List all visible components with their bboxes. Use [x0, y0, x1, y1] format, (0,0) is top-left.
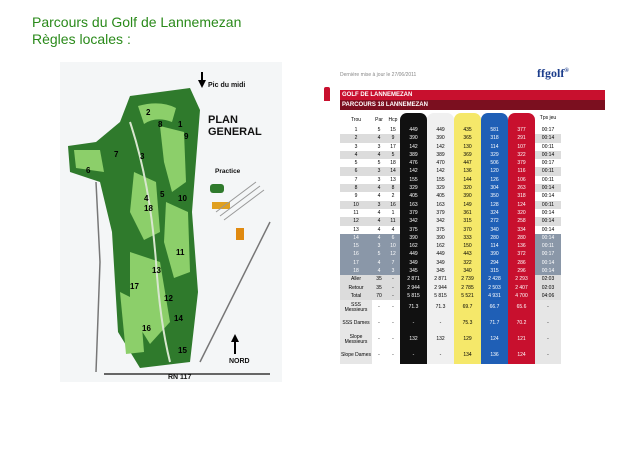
par-cell: 3 [372, 167, 386, 175]
distance-cell: 372 [508, 250, 535, 258]
par-cell: 4 [377, 226, 381, 233]
col-trou: Trou [350, 117, 362, 123]
par-cell: 4 [377, 209, 381, 216]
par-cell: 4 [372, 184, 386, 192]
distance-cell: 2 739 [454, 275, 481, 283]
table-row [340, 250, 605, 258]
col-hcp: Hcp [388, 117, 398, 123]
time-cell: 00:14 [535, 259, 561, 267]
distance-cell: 2 503 [481, 284, 508, 292]
distance-cell: 345 [400, 267, 427, 275]
par-cell: 3 [372, 242, 386, 250]
page-title: Parcours du Golf de Lannemezan [32, 14, 242, 30]
par-cell: 4 [372, 134, 386, 142]
distance-cell: 320 [454, 184, 481, 192]
rating-value: 66.7 [481, 300, 508, 316]
tee-white-header [427, 113, 454, 126]
golfer-icon [324, 87, 330, 101]
distance-cell: 280 [481, 234, 508, 242]
hcp-cell: 11 [386, 217, 400, 225]
table-row [340, 292, 605, 300]
distance-cell: 162 [427, 242, 454, 250]
distance-cell: 258 [508, 217, 535, 225]
pic-du-midi-label: Pic du midi [208, 82, 246, 89]
col-par: Par [375, 117, 383, 123]
rating-value: 121 [508, 332, 535, 348]
rating-value: 136 [481, 348, 508, 364]
distance-cell: 447 [454, 159, 481, 167]
hole-cell: Aller [340, 275, 372, 283]
table-row [340, 126, 605, 134]
hole-marker: 8 [158, 120, 163, 129]
tee-blue-header [481, 113, 508, 126]
hcp-cell: 13 [390, 176, 396, 183]
time-cell: 00:14 [535, 134, 561, 142]
rating-value: 71.3 [400, 300, 427, 316]
time-cell: 00:14 [541, 193, 555, 200]
hcp-cell: 12 [386, 250, 400, 258]
hcp-cell: - [392, 336, 394, 343]
distance-cell: 390 [427, 234, 454, 242]
distance-cell: 106 [508, 176, 535, 184]
distance-cell: 116 [508, 167, 535, 175]
distance-cell: 2 428 [481, 275, 508, 283]
table-row [340, 151, 605, 159]
par-cell: 35 [372, 275, 386, 283]
distance-cell: 2 293 [508, 275, 535, 283]
distance-cell: 370 [454, 226, 481, 234]
logo-text: ffgolf [537, 66, 565, 80]
distance-cell: 286 [508, 259, 535, 267]
par-cell: 35 [372, 284, 386, 292]
distance-cell: 322 [508, 151, 535, 159]
club-name-bar: GOLF DE LANNEMEZAN [340, 90, 605, 100]
distance-cell: 272 [481, 217, 508, 225]
rating-value: 132 [400, 332, 427, 348]
distance-cell: 334 [508, 226, 535, 234]
road-label: RN 117 [168, 374, 192, 381]
distance-cell: 150 [454, 242, 481, 250]
par-cell: 4 [377, 193, 381, 200]
distance-cell: 126 [481, 176, 508, 184]
rating-label: Slope Messieurs [340, 332, 372, 348]
hole-cell: 11 [353, 209, 359, 216]
distance-cell: 375 [400, 226, 427, 234]
time-cell: 04:06 [535, 292, 561, 300]
hcp-cell: 4 [391, 226, 395, 233]
table-row [340, 167, 605, 175]
table-row [340, 217, 605, 225]
table-row [340, 143, 605, 151]
hole-marker: 5 [160, 190, 165, 199]
time-cell: 00:14 [541, 209, 555, 216]
distance-cell: 163 [427, 201, 454, 209]
table-row [340, 234, 605, 242]
distance-cell: 291 [508, 134, 535, 142]
par-cell: - [378, 352, 380, 359]
rating-value: 129 [454, 332, 481, 348]
scorecard [340, 62, 605, 382]
hole-cell: 7 [354, 176, 358, 183]
hcp-cell: 7 [386, 259, 400, 267]
distance-cell: 365 [454, 134, 481, 142]
par-cell: 3 [377, 176, 381, 183]
hole-cell: 17 [340, 259, 372, 267]
table-row [340, 159, 605, 167]
rating-value: 71.3 [427, 300, 454, 316]
table-row [340, 134, 605, 142]
table-row [340, 184, 605, 192]
hcp-cell: - [386, 292, 400, 300]
par-cell: 4 [372, 259, 386, 267]
distance-cell: 149 [454, 201, 481, 209]
distance-cell: 107 [508, 143, 535, 151]
distance-cell: 449 [427, 250, 454, 258]
distance-cell: 581 [481, 126, 508, 134]
rating-value: - [400, 316, 427, 332]
distance-cell: 318 [481, 134, 508, 142]
table-row [340, 209, 605, 217]
hole-marker: 18 [144, 204, 153, 213]
hole-marker: 6 [86, 166, 91, 175]
table-row [340, 192, 605, 200]
distance-cell: 506 [481, 159, 508, 167]
time-cell: 00:11 [541, 176, 555, 183]
rating-value: 124 [508, 348, 535, 364]
distance-cell: 114 [481, 242, 508, 250]
distance-cell: 340 [454, 267, 481, 275]
hole-marker: 10 [178, 194, 187, 203]
hcp-cell: - [386, 284, 400, 292]
rating-value: - [427, 316, 454, 332]
time-cell: - [535, 316, 561, 332]
rating-value: 124 [481, 332, 508, 348]
par-cell: - [378, 304, 380, 311]
par-cell: 5 [377, 160, 381, 167]
hcp-cell: 3 [386, 267, 400, 275]
hole-cell: 5 [354, 160, 358, 167]
time-cell: - [535, 332, 561, 348]
course-map [60, 62, 282, 382]
par-cell: 70 [372, 292, 386, 300]
distance-cell: 162 [400, 242, 427, 250]
distance-cell: 390 [400, 134, 427, 142]
par-cell: - [378, 336, 380, 343]
distance-cell: 2 944 [427, 284, 454, 292]
time-cell: 00:14 [541, 226, 555, 233]
hole-marker: 12 [164, 294, 173, 303]
rating-label: SSS Messieurs [340, 300, 372, 316]
distance-cell: 340 [481, 226, 508, 234]
hcp-cell: 8 [386, 184, 400, 192]
distance-cell: 124 [508, 201, 535, 209]
time-cell: 00:11 [535, 201, 561, 209]
distance-cell: 342 [427, 217, 454, 225]
distance-cell: 136 [508, 242, 535, 250]
distance-cell: 5 815 [427, 292, 454, 300]
distance-cell: 390 [454, 192, 481, 200]
hole-marker: 17 [130, 282, 139, 291]
distance-cell: 377 [508, 126, 535, 134]
distance-cell: 2 871 [427, 275, 454, 283]
hole-cell: 2 [340, 134, 372, 142]
distance-cell: 379 [427, 209, 454, 217]
hole-cell: 1 [354, 127, 358, 133]
hcp-cell: 17 [390, 143, 396, 150]
par-cell: 4 [372, 217, 386, 225]
distance-cell: 130 [454, 143, 481, 151]
hcp-cell: - [386, 275, 400, 283]
page-subtitle: Règles locales : [32, 31, 131, 47]
rating-value: 65.6 [508, 300, 535, 316]
distance-cell: 144 [454, 176, 481, 184]
table-row [340, 267, 605, 275]
hole-marker: 3 [140, 152, 145, 161]
rating-value: - [427, 348, 454, 364]
par-cell: 4 [372, 267, 386, 275]
time-cell: - [535, 300, 561, 316]
par-cell: 5 [377, 127, 381, 133]
plan-general-label: PLAN GENERAL [208, 114, 262, 138]
par-cell: 4 [372, 234, 386, 242]
table-row [340, 242, 605, 250]
hole-marker: 13 [152, 266, 161, 275]
hcp-cell: - [392, 320, 394, 327]
distance-cell: 349 [427, 259, 454, 267]
time-cell: 00:11 [535, 242, 561, 250]
time-cell: 02:03 [535, 275, 561, 283]
distance-cell: 142 [427, 143, 454, 151]
rating-row [340, 316, 605, 332]
time-cell: 00:14 [535, 184, 561, 192]
distance-cell: 142 [427, 167, 454, 175]
distance-cell: 405 [400, 192, 427, 200]
hole-marker: 1 [178, 120, 183, 129]
distance-cell: 390 [400, 234, 427, 242]
time-cell: - [535, 348, 561, 364]
hole-cell: 15 [340, 242, 372, 250]
table-row [340, 226, 605, 234]
par-cell: 4 [372, 151, 386, 159]
distance-cell: 2 944 [400, 284, 427, 292]
distance-cell: 4 700 [508, 292, 535, 300]
hole-cell: 12 [340, 217, 372, 225]
time-cell: 00:14 [535, 234, 561, 242]
hcp-cell: 1 [391, 209, 395, 216]
distance-cell: 5 815 [400, 292, 427, 300]
distance-cell: 350 [481, 192, 508, 200]
time-cell: 02:03 [535, 284, 561, 292]
scorecard-table [340, 126, 605, 364]
distance-cell: 375 [427, 226, 454, 234]
hole-marker: 14 [174, 314, 183, 323]
hole-cell: 18 [340, 267, 372, 275]
par-cell: 3 [372, 201, 386, 209]
distance-cell: 155 [427, 176, 454, 184]
distance-cell: 142 [400, 143, 427, 151]
distance-cell: 390 [481, 250, 508, 258]
hole-cell: 16 [340, 250, 372, 258]
hcp-cell: - [392, 304, 394, 311]
distance-cell: 379 [508, 159, 535, 167]
distance-cell: 315 [454, 217, 481, 225]
distance-cell: 389 [427, 151, 454, 159]
hole-marker: 2 [146, 108, 151, 117]
distance-cell: 449 [400, 250, 427, 258]
hole-marker: 9 [184, 132, 189, 141]
ffgolf-logo [537, 66, 569, 81]
par-cell: 5 [372, 250, 386, 258]
time-cell: 00:14 [535, 151, 561, 159]
rating-value: 75.3 [454, 316, 481, 332]
distance-cell: 470 [427, 159, 454, 167]
logo-registered-mark: ® [564, 68, 569, 74]
distance-cell: 304 [481, 184, 508, 192]
hcp-cell: 2 [391, 193, 395, 200]
tee-black-header [400, 113, 427, 126]
distance-cell: 136 [454, 167, 481, 175]
par-cell: - [378, 320, 380, 327]
hole-cell: 6 [340, 167, 372, 175]
hole-cell: 8 [340, 184, 372, 192]
distance-cell: 342 [400, 217, 427, 225]
distance-cell: 443 [454, 250, 481, 258]
table-row [340, 275, 605, 283]
tee-red-header [508, 113, 535, 126]
distance-cell: 320 [508, 209, 535, 217]
distance-cell: 435 [454, 126, 481, 134]
hole-cell: Total [340, 292, 372, 300]
distance-cell: 2 407 [508, 284, 535, 292]
distance-cell: 476 [400, 159, 427, 167]
hcp-cell: 10 [386, 242, 400, 250]
hole-cell: 4 [340, 151, 372, 159]
distance-cell: 280 [508, 234, 535, 242]
nord-label: NORD [229, 358, 250, 365]
hole-cell: 3 [354, 143, 358, 150]
time-cell: 00:17 [541, 160, 555, 167]
hole-cell: 14 [340, 234, 372, 242]
distance-cell: 390 [427, 134, 454, 142]
rating-value: 69.7 [454, 300, 481, 316]
hole-marker: 4 [144, 194, 149, 203]
hcp-cell: 5 [386, 151, 400, 159]
distance-cell: 449 [427, 126, 454, 134]
distance-cell: 322 [454, 259, 481, 267]
course-map-drawing [60, 62, 282, 382]
time-cell: 00:11 [541, 143, 555, 150]
distance-cell: 361 [454, 209, 481, 217]
distance-cell: 379 [400, 209, 427, 217]
time-cell: 00:14 [535, 267, 561, 275]
hcp-cell: 9 [386, 134, 400, 142]
hcp-cell: 18 [390, 160, 396, 167]
hole-cell: 13 [353, 226, 359, 233]
table-row [340, 201, 605, 209]
hole-cell: 9 [354, 193, 358, 200]
distance-cell: 329 [427, 184, 454, 192]
distance-cell: 324 [481, 209, 508, 217]
distance-cell: 114 [481, 143, 508, 151]
distance-cell: 369 [454, 151, 481, 159]
hole-cell: Retour [340, 284, 372, 292]
distance-cell: 5 521 [454, 292, 481, 300]
distance-cell: 263 [508, 184, 535, 192]
distance-cell: 405 [427, 192, 454, 200]
distance-cell: 449 [400, 126, 427, 134]
hole-marker: 7 [114, 150, 119, 159]
distance-cell: 2 871 [400, 275, 427, 283]
update-date: Dernière mise à jour le 27/06/2011 [340, 72, 417, 78]
hole-marker: 16 [142, 324, 151, 333]
hcp-cell: 16 [386, 201, 400, 209]
time-cell: 00:14 [535, 217, 561, 225]
distance-cell: 163 [400, 201, 427, 209]
rating-label: Slope Dames [340, 348, 372, 364]
time-cell: 00:11 [535, 167, 561, 175]
rating-value: 134 [454, 348, 481, 364]
rating-value: - [400, 348, 427, 364]
time-cell: 00:17 [541, 127, 555, 133]
distance-cell: 345 [427, 267, 454, 275]
distance-cell: 128 [481, 201, 508, 209]
hole-marker: 11 [176, 248, 185, 257]
hcp-cell: 14 [386, 167, 400, 175]
distance-cell: 4 931 [481, 292, 508, 300]
distance-cell: 333 [454, 234, 481, 242]
distance-cell: 294 [481, 259, 508, 267]
rating-label: SSS Dames [340, 316, 372, 332]
hcp-cell: 15 [390, 127, 396, 133]
distance-cell: 120 [481, 167, 508, 175]
hcp-cell: 6 [386, 234, 400, 242]
table-row [340, 259, 605, 267]
rating-value: 132 [427, 332, 454, 348]
distance-cell: 142 [400, 167, 427, 175]
col-time: Tps jeu [539, 115, 557, 121]
distance-cell: 329 [481, 151, 508, 159]
rating-value: 71.7 [481, 316, 508, 332]
practice-label: Practice [215, 168, 241, 175]
distance-cell: 389 [400, 151, 427, 159]
hole-cell: 10 [340, 201, 372, 209]
distance-cell: 155 [400, 176, 427, 184]
table-row [340, 284, 605, 292]
time-cell: 00:17 [535, 250, 561, 258]
rating-value: 70.2 [508, 316, 535, 332]
rating-row [340, 300, 605, 316]
tee-yellow-header [454, 113, 481, 126]
distance-cell: 329 [400, 184, 427, 192]
rating-row [340, 348, 605, 364]
distance-cell: 2 785 [454, 284, 481, 292]
distance-cell: 318 [508, 192, 535, 200]
distance-cell: 296 [508, 267, 535, 275]
hcp-cell: - [392, 352, 394, 359]
distance-cell: 349 [400, 259, 427, 267]
table-row [340, 176, 605, 184]
distance-cell: 315 [481, 267, 508, 275]
table-header [340, 113, 605, 126]
par-cell: 3 [377, 143, 381, 150]
course-name-bar: PARCOURS 18 LANNEMEZAN [340, 100, 605, 110]
rating-row [340, 332, 605, 348]
hole-marker: 15 [178, 346, 187, 355]
